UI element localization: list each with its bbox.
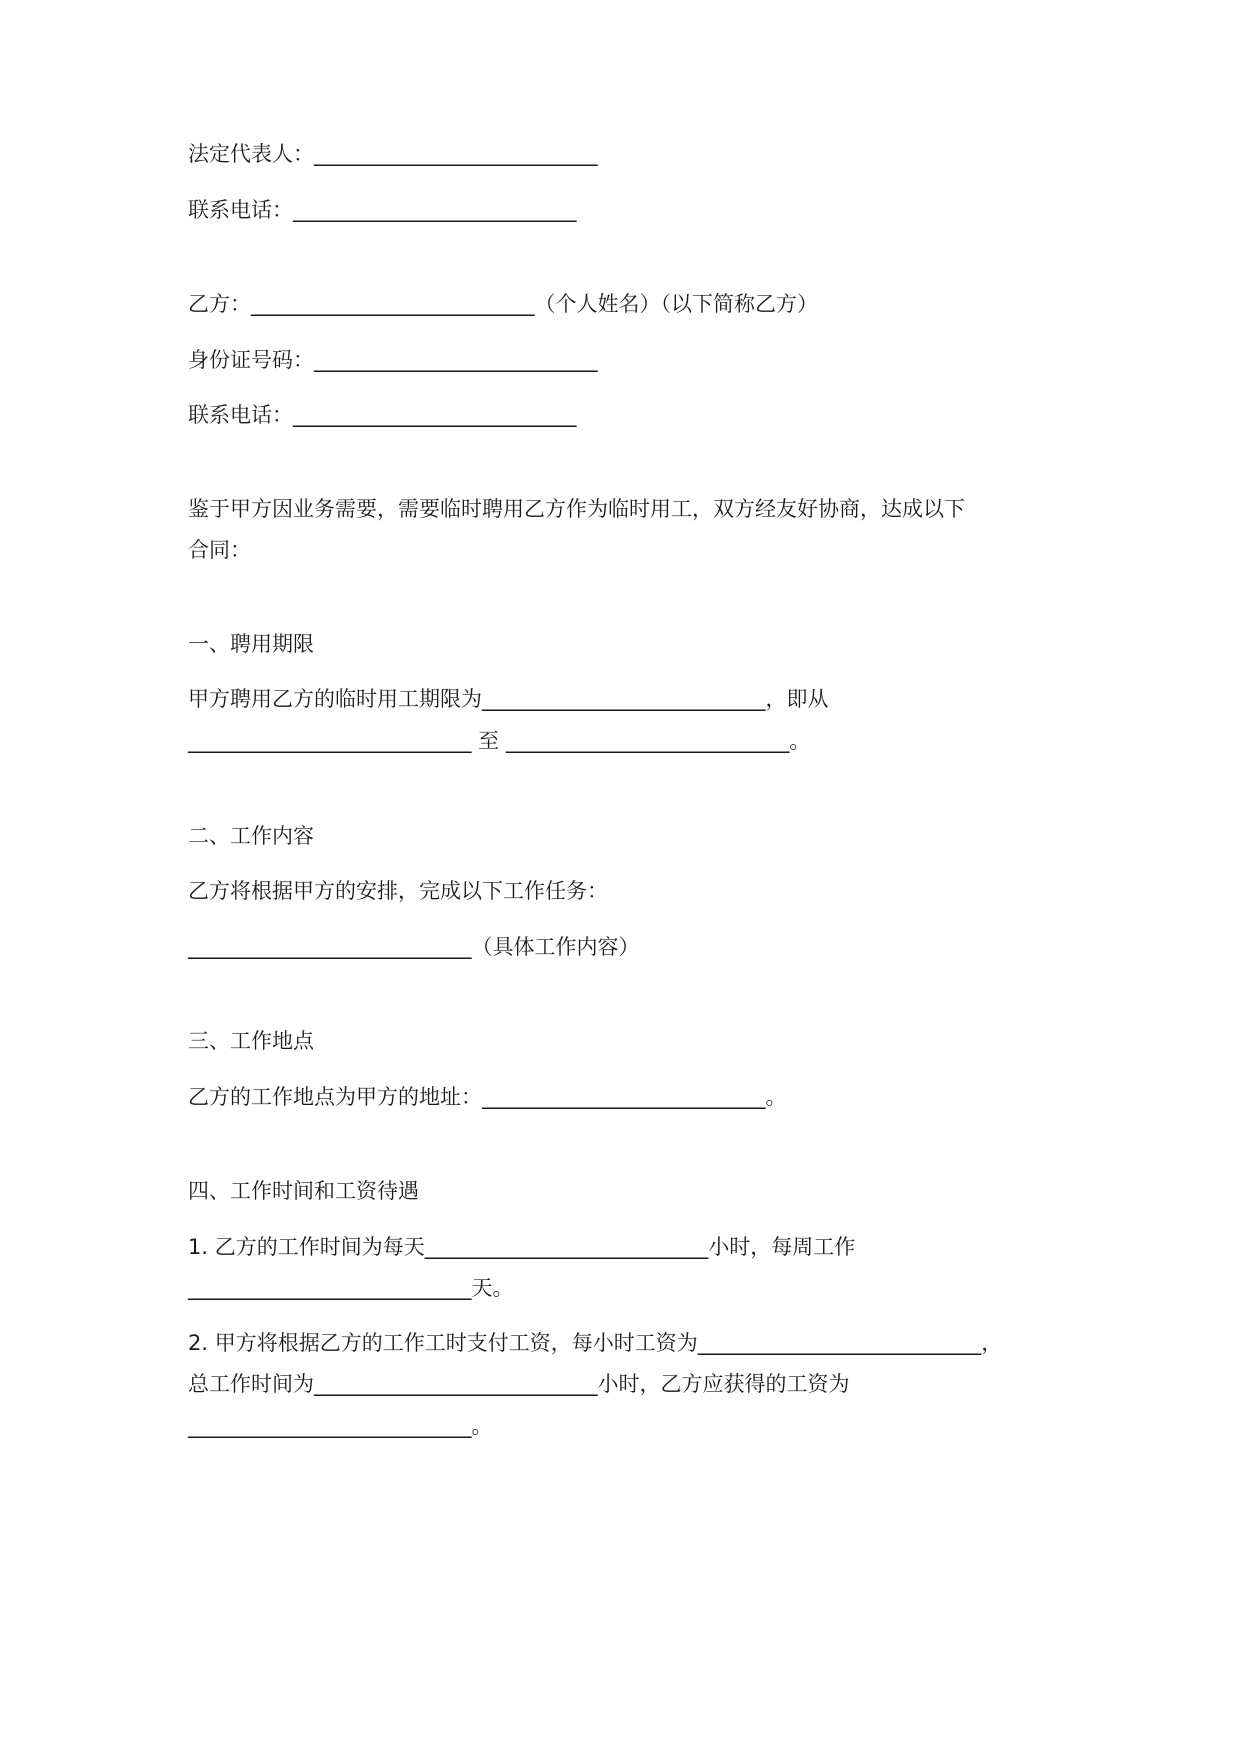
section-4-item-1-line-2: ___________________________天。 [188, 1276, 514, 1300]
section-4-item-1-line-1: 1. 乙方的工作时间为每天___________________________小时，每周工作 [188, 1235, 856, 1259]
section-4-item-2-line-3: ___________________________。 [188, 1414, 493, 1438]
legal-representative-field: 法定代表人：___________________________ [188, 142, 598, 166]
section-1-line-1: 甲方聘用乙方的临时用工期限为___________________________，即从 [188, 687, 829, 711]
section-2-line-2: ___________________________（具体工作内容） [188, 935, 640, 959]
preamble-line-1: 鉴于甲方因业务需要，需要临时聘用乙方作为临时用工，双方经友好协商，达成以下 [188, 497, 965, 521]
section-4-item-2-line-2: 总工作时间为___________________________小时，乙方应获得的工资为 [188, 1372, 850, 1396]
party-b-name-field: 乙方：___________________________（个人姓名）（以下简称乙方） [188, 292, 818, 316]
party-b-id-number-field: 身份证号码：___________________________ [188, 348, 598, 372]
section-4-item-2-line-1: 2. 甲方将根据乙方的工作工时支付工资，每小时工资为___________________________， [188, 1331, 1003, 1355]
party-b-phone-field: 联系电话：___________________________ [188, 403, 577, 427]
section-2-heading: 二、工作内容 [188, 824, 314, 848]
section-4-heading: 四、工作时间和工资待遇 [188, 1179, 419, 1203]
section-3-heading: 三、工作地点 [188, 1029, 314, 1053]
preamble-line-2: 合同： [188, 538, 251, 562]
section-3-line-1: 乙方的工作地点为甲方的地址：___________________________。 [188, 1085, 787, 1109]
section-2-line-1: 乙方将根据甲方的安排，完成以下工作任务： [188, 879, 608, 903]
section-1-line-2: ___________________________ 至 ___________________________。 [188, 729, 811, 753]
party-a-phone-field: 联系电话：___________________________ [188, 198, 577, 222]
section-1-heading: 一、聘用期限 [188, 632, 314, 656]
